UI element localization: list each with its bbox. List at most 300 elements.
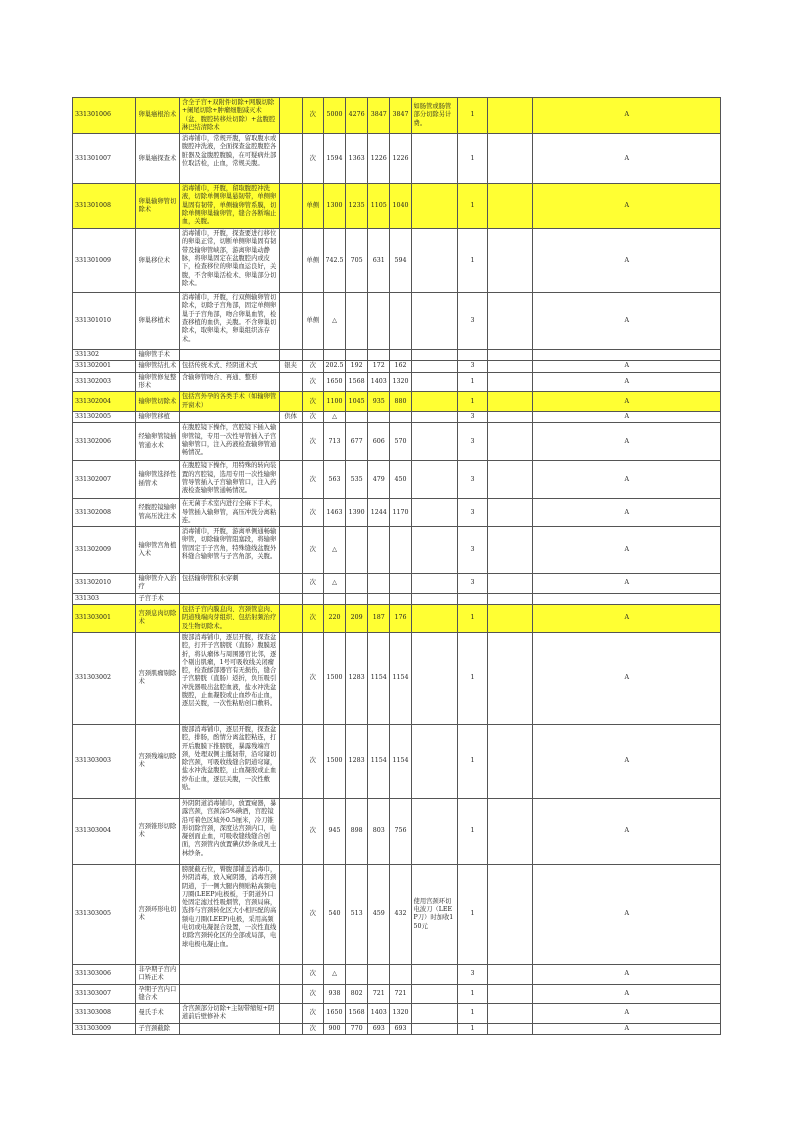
cell-desc: 膀胱截石位，臀腹部铺盖消毒巾，外阴消毒，放入窥阴器，消毒宫颈阴道，于一侧大腿内侧贴粘高频电刀圈(LEEP)电极板，于阴道外口处固定滤过性吸烟管，宫颈局麻，选择与宫颈转化区大小相匹配的高频电刀圈(LEEP)电极，采用高频电切或电凝混合设置，一次性直线切除宫颈转化区的全部或局部，电球电极电凝止血。 xyxy=(179,864,279,964)
cell-note xyxy=(411,605,457,633)
cell-name: 孕期子宫内口缝合术 xyxy=(136,984,179,1004)
cell-note xyxy=(411,964,457,984)
cell-desc: 包括输卵管积水穿刺 xyxy=(179,574,279,594)
cell-note xyxy=(411,499,457,527)
table-row xyxy=(73,605,721,633)
cell-price-3 xyxy=(368,964,390,984)
cell-unit: 次 xyxy=(302,372,323,392)
cell-category: A xyxy=(533,134,721,184)
cell-category: A xyxy=(533,632,721,724)
cell-price-4: 1320 xyxy=(390,1004,411,1024)
cell-limit xyxy=(488,461,533,499)
cell-price-2: 1283 xyxy=(346,724,368,798)
cell-name: 曼氏手术 xyxy=(136,1004,179,1024)
cell-exclusion xyxy=(279,98,302,134)
cell-exclusion xyxy=(279,1004,302,1024)
table-row xyxy=(73,392,721,412)
cell-class: 1 xyxy=(457,98,487,134)
cell-price-1: 5000 xyxy=(323,98,345,134)
cell-name: 输卵管选择性插管术 xyxy=(136,461,179,499)
cell-limit xyxy=(488,184,533,229)
cell-category: A xyxy=(533,1023,721,1034)
cell-price-4: 432 xyxy=(390,864,411,964)
table-row xyxy=(73,499,721,527)
cell-limit xyxy=(488,724,533,798)
cell-note xyxy=(411,229,457,293)
cell-price-2: 535 xyxy=(346,461,368,499)
cell-price-2: 770 xyxy=(346,1023,368,1034)
cell-limit xyxy=(488,798,533,864)
cell-class: 1 xyxy=(457,605,487,633)
cell-price-1 xyxy=(323,593,345,604)
cell-class xyxy=(457,593,487,604)
table-row xyxy=(73,724,721,798)
cell-price-2: 1568 xyxy=(346,372,368,392)
cell-unit: 次 xyxy=(302,411,323,422)
cell-price-3: 1154 xyxy=(368,724,390,798)
table-row xyxy=(73,229,721,293)
cell-unit: 单侧 xyxy=(302,229,323,293)
cell-limit xyxy=(488,423,533,461)
cell-limit xyxy=(488,1023,533,1034)
table-row xyxy=(73,372,721,392)
cell-price-2: 1390 xyxy=(346,499,368,527)
cell-code: 331303008 xyxy=(73,1004,136,1024)
cell-price-4: 1320 xyxy=(390,372,411,392)
cell-code: 331301006 xyxy=(73,98,136,134)
cell-class: 1 xyxy=(457,372,487,392)
cell-desc: 消毒铺巾，开腹，留取腹腔冲洗液，切除单侧卵巢悬韧带，单侧卵巢固有韧带，单侧输卵管系膜，切除单侧卵巢输卵管，缝合各断端止血，关腹。 xyxy=(179,184,279,229)
cell-unit: 次 xyxy=(302,632,323,724)
cell-price-1: 945 xyxy=(323,798,345,864)
cell-unit: 次 xyxy=(302,499,323,527)
cell-price-4 xyxy=(390,527,411,574)
cell-limit xyxy=(488,864,533,964)
cell-price-4: 1170 xyxy=(390,499,411,527)
table-row xyxy=(73,293,721,350)
cell-price-2: 209 xyxy=(346,605,368,633)
cell-price-4 xyxy=(390,350,411,361)
cell-price-2: 677 xyxy=(346,423,368,461)
cell-note xyxy=(411,461,457,499)
cell-desc: 消毒铺巾，开腹，探查要进行移位的卵巢正常，切断单侧卵巢固有韧带及输卵管峡部，游离卵巢动静脉，将卵巢固定在盆腹腔内或皮下，检查移位的卵巢血运良好，关腹，不含卵巢活检术、卵巢部分切除术。 xyxy=(179,229,279,293)
cell-limit xyxy=(488,605,533,633)
cell-exclusion xyxy=(279,632,302,724)
cell-exclusion xyxy=(279,724,302,798)
cell-unit xyxy=(302,593,323,604)
cell-note xyxy=(411,724,457,798)
cell-price-3 xyxy=(368,574,390,594)
cell-limit xyxy=(488,350,533,361)
cell-code: 331302008 xyxy=(73,499,136,527)
cell-price-4: 721 xyxy=(390,984,411,1004)
cell-code: 331303003 xyxy=(73,724,136,798)
cell-price-1: 713 xyxy=(323,423,345,461)
cell-price-4 xyxy=(390,411,411,422)
cell-price-2: 513 xyxy=(346,864,368,964)
cell-price-1: 900 xyxy=(323,1023,345,1034)
cell-note xyxy=(411,1023,457,1034)
cell-class: 1 xyxy=(457,864,487,964)
cell-desc xyxy=(179,350,279,361)
cell-class xyxy=(457,350,487,361)
cell-price-3: 1105 xyxy=(368,184,390,229)
cell-category: A xyxy=(533,98,721,134)
cell-price-1: 1650 xyxy=(323,1004,345,1024)
cell-class: 1 xyxy=(457,632,487,724)
cell-code: 331303001 xyxy=(73,605,136,633)
cell-note xyxy=(411,184,457,229)
cell-unit: 次 xyxy=(302,392,323,412)
cell-price-2 xyxy=(346,574,368,594)
cell-exclusion xyxy=(279,984,302,1004)
cell-category: A xyxy=(533,461,721,499)
cell-price-3: 172 xyxy=(368,361,390,372)
cell-class: 3 xyxy=(457,574,487,594)
cell-category: A xyxy=(533,499,721,527)
cell-price-3: 3847 xyxy=(368,98,390,134)
cell-unit: 次 xyxy=(302,798,323,864)
cell-price-2: 1235 xyxy=(346,184,368,229)
cell-price-4: 176 xyxy=(390,605,411,633)
cell-limit xyxy=(488,499,533,527)
cell-price-3: 721 xyxy=(368,984,390,1004)
cell-class: 3 xyxy=(457,461,487,499)
cell-unit: 次 xyxy=(302,461,323,499)
cell-name: 宫颈息肉切除术 xyxy=(136,605,179,633)
cell-class: 3 xyxy=(457,293,487,350)
cell-price-2: 4276 xyxy=(346,98,368,134)
cell-price-4 xyxy=(390,293,411,350)
cell-category: A xyxy=(533,984,721,1004)
cell-limit xyxy=(488,372,533,392)
cell-note xyxy=(411,361,457,372)
cell-exclusion xyxy=(279,229,302,293)
cell-price-3: 1226 xyxy=(368,134,390,184)
cell-unit: 次 xyxy=(302,964,323,984)
cell-code: 331301009 xyxy=(73,229,136,293)
cell-code: 331302006 xyxy=(73,423,136,461)
cell-limit xyxy=(488,392,533,412)
cell-name: 子宫颈截除 xyxy=(136,1023,179,1034)
cell-class: 1 xyxy=(457,1023,487,1034)
cell-name: 子宫手术 xyxy=(136,593,179,604)
cell-note xyxy=(411,372,457,392)
cell-price-1: △ xyxy=(323,527,345,574)
cell-price-2 xyxy=(346,527,368,574)
cell-price-1 xyxy=(323,350,345,361)
cell-price-4: 594 xyxy=(390,229,411,293)
cell-price-1: 220 xyxy=(323,605,345,633)
cell-price-3: 187 xyxy=(368,605,390,633)
table-row xyxy=(73,423,721,461)
cell-price-1: 1594 xyxy=(323,134,345,184)
cell-unit: 次 xyxy=(302,98,323,134)
cell-exclusion xyxy=(279,461,302,499)
cell-unit: 次 xyxy=(302,361,323,372)
cell-price-2 xyxy=(346,593,368,604)
table-row xyxy=(73,798,721,864)
cell-price-4: 1154 xyxy=(390,724,411,798)
cell-desc: 在腹腔镜下操作，用特殊的转向装置的宫腔镜，选用专用一次性输卵管导管插入子宫输卵管口，注入药液检查输卵管通畅情况。 xyxy=(179,461,279,499)
cell-price-1: 563 xyxy=(323,461,345,499)
cell-name: 宫颈环形电切术 xyxy=(136,864,179,964)
cell-code: 331301007 xyxy=(73,134,136,184)
cell-name: 卵巢输卵管切除术 xyxy=(136,184,179,229)
cell-code: 331302009 xyxy=(73,527,136,574)
cell-note xyxy=(411,527,457,574)
cell-price-2: 1045 xyxy=(346,392,368,412)
table-row xyxy=(73,1023,721,1034)
cell-limit xyxy=(488,632,533,724)
table-row xyxy=(73,184,721,229)
cell-class: 1 xyxy=(457,392,487,412)
cell-class: 1 xyxy=(457,798,487,864)
table-row xyxy=(73,632,721,724)
cell-category: A xyxy=(533,392,721,412)
cell-name: 宫颈残端切除术 xyxy=(136,724,179,798)
cell-name: 非孕期子宫内口矫正术 xyxy=(136,964,179,984)
cell-price-1: 1100 xyxy=(323,392,345,412)
cell-note xyxy=(411,593,457,604)
cell-desc: 在腹腔镜下操作，宫腔镜下插入输卵管镜，专用一次性导管插入子宫输卵管口，注入药液检查输卵管通畅情况。 xyxy=(179,423,279,461)
cell-category: A xyxy=(533,293,721,350)
cell-price-3: 1154 xyxy=(368,632,390,724)
table-row xyxy=(73,361,721,372)
table-row xyxy=(73,964,721,984)
cell-unit: 次 xyxy=(302,134,323,184)
cell-note xyxy=(411,293,457,350)
cell-exclusion xyxy=(279,293,302,350)
cell-code: 331302007 xyxy=(73,461,136,499)
cell-code: 331302001 xyxy=(73,361,136,372)
cell-exclusion: 银夹 xyxy=(279,361,302,372)
cell-name: 卵巢移植术 xyxy=(136,293,179,350)
cell-exclusion: 供体 xyxy=(279,411,302,422)
cell-code: 331303005 xyxy=(73,864,136,964)
cell-unit: 次 xyxy=(302,1023,323,1034)
cell-code: 331301008 xyxy=(73,184,136,229)
cell-desc xyxy=(179,593,279,604)
cell-price-3: 1403 xyxy=(368,1004,390,1024)
cell-note xyxy=(411,798,457,864)
cell-limit xyxy=(488,574,533,594)
table-row xyxy=(73,461,721,499)
cell-price-3: 1244 xyxy=(368,499,390,527)
cell-code: 331303004 xyxy=(73,798,136,864)
cell-class: 1 xyxy=(457,724,487,798)
cell-limit xyxy=(488,593,533,604)
cell-price-3: 479 xyxy=(368,461,390,499)
cell-price-2: 898 xyxy=(346,798,368,864)
cell-class: 3 xyxy=(457,361,487,372)
cell-category: A xyxy=(533,798,721,864)
cell-name: 输卵管移植 xyxy=(136,411,179,422)
table-body xyxy=(73,98,721,1035)
cell-limit xyxy=(488,134,533,184)
cell-desc: 包括传统术式、经阴道术式 xyxy=(179,361,279,372)
cell-unit: 次 xyxy=(302,423,323,461)
cell-class: 1 xyxy=(457,184,487,229)
cell-price-4 xyxy=(390,574,411,594)
cell-desc: 在无菌手术室内进行全麻下手术，导管插入输卵管，高压冲洗分离粘连。 xyxy=(179,499,279,527)
cell-price-3 xyxy=(368,350,390,361)
cell-name: 卵巢癌探查术 xyxy=(136,134,179,184)
cell-code: 331302003 xyxy=(73,372,136,392)
cell-note xyxy=(411,392,457,412)
cell-name: 输卵管宫角植入术 xyxy=(136,527,179,574)
cell-price-2 xyxy=(346,350,368,361)
cell-desc: 消毒铺巾，开腹，行双侧输卵管切除术，切除子宫角部，固定单侧卵巢于子宫角部，吻合卵巢血管，检查移植的血供，关腹。不含卵巢切除术，取卵巢术，卵巢组织冻存术。 xyxy=(179,293,279,350)
table-row xyxy=(73,350,721,361)
table-row xyxy=(73,1004,721,1024)
cell-limit xyxy=(488,984,533,1004)
cell-price-2: 1283 xyxy=(346,632,368,724)
cell-price-1: 1463 xyxy=(323,499,345,527)
cell-class: 3 xyxy=(457,527,487,574)
cell-desc: 消毒铺巾，常规开腹，留取腹水或腹腔冲洗液，全面探查盆腔腹腔各脏器及盆腹腔腹膜，在可疑病灶部位取活检，止血，常规关腹。 xyxy=(179,134,279,184)
cell-price-3: 935 xyxy=(368,392,390,412)
cell-price-1: 1650 xyxy=(323,372,345,392)
cell-exclusion xyxy=(279,798,302,864)
table-row xyxy=(73,984,721,1004)
cell-exclusion xyxy=(279,372,302,392)
cell-price-4: 1154 xyxy=(390,632,411,724)
cell-category: A xyxy=(533,605,721,633)
cell-price-4: 450 xyxy=(390,461,411,499)
cell-price-3: 459 xyxy=(368,864,390,964)
cell-note xyxy=(411,134,457,184)
fee-table xyxy=(72,97,721,1035)
cell-exclusion xyxy=(279,134,302,184)
cell-note xyxy=(411,423,457,461)
cell-unit xyxy=(302,350,323,361)
table-row xyxy=(73,527,721,574)
cell-exclusion xyxy=(279,593,302,604)
cell-price-4 xyxy=(390,964,411,984)
cell-price-2: 192 xyxy=(346,361,368,372)
cell-desc: 消毒铺巾，开腹，游离单侧通畅输卵管，切除输卵管阻塞段，将输卵管固定于子宫角，特殊缝线盆腹外科缝合输卵管与子宫角部，关腹。 xyxy=(179,527,279,574)
table-row xyxy=(73,864,721,964)
cell-desc xyxy=(179,964,279,984)
cell-note: 使用宫颈环切电波刀（LEEP刀）时加收150元 xyxy=(411,864,457,964)
table-row xyxy=(73,98,721,134)
cell-name: 宫颈锥形切除术 xyxy=(136,798,179,864)
cell-price-1: △ xyxy=(323,293,345,350)
cell-desc: 含宫颈部分切除+主韧带缩短+阴道前后壁修补术 xyxy=(179,1004,279,1024)
cell-exclusion xyxy=(279,184,302,229)
cell-limit xyxy=(488,361,533,372)
cell-class: 1 xyxy=(457,1004,487,1024)
cell-price-2 xyxy=(346,964,368,984)
cell-exclusion xyxy=(279,392,302,412)
cell-code: 331303002 xyxy=(73,632,136,724)
cell-unit: 次 xyxy=(302,605,323,633)
cell-exclusion xyxy=(279,574,302,594)
cell-price-3: 606 xyxy=(368,423,390,461)
cell-class: 3 xyxy=(457,411,487,422)
cell-price-1: 1500 xyxy=(323,632,345,724)
cell-price-1: △ xyxy=(323,574,345,594)
cell-category xyxy=(533,593,721,604)
table-row xyxy=(73,134,721,184)
cell-category: A xyxy=(533,372,721,392)
cell-price-1: △ xyxy=(323,411,345,422)
cell-exclusion xyxy=(279,499,302,527)
cell-class: 1 xyxy=(457,984,487,1004)
cell-name: 输卵管结扎术 xyxy=(136,361,179,372)
table-row xyxy=(73,574,721,594)
cell-class: 3 xyxy=(457,964,487,984)
cell-price-1: 540 xyxy=(323,864,345,964)
cell-code: 331301010 xyxy=(73,293,136,350)
cell-class: 3 xyxy=(457,499,487,527)
cell-price-4: 570 xyxy=(390,423,411,461)
cell-unit: 次 xyxy=(302,984,323,1004)
cell-category: A xyxy=(533,1004,721,1024)
cell-limit xyxy=(488,964,533,984)
cell-unit: 次 xyxy=(302,527,323,574)
cell-category xyxy=(533,350,721,361)
cell-price-3 xyxy=(368,293,390,350)
cell-name: 宫颈肌瘤剔除术 xyxy=(136,632,179,724)
cell-price-1: 202.5 xyxy=(323,361,345,372)
cell-price-3 xyxy=(368,527,390,574)
cell-category: A xyxy=(533,527,721,574)
cell-note xyxy=(411,1004,457,1024)
cell-name: 输卵管修复整形术 xyxy=(136,372,179,392)
cell-price-3: 1403 xyxy=(368,372,390,392)
cell-exclusion xyxy=(279,527,302,574)
cell-price-4: 693 xyxy=(390,1023,411,1034)
cell-unit: 次 xyxy=(302,724,323,798)
cell-price-2: 1363 xyxy=(346,134,368,184)
cell-desc: 含全子宫+双附件切除+网膜切除+阑尾切除+肿瘤细胞减灭术（盆、腹腔转移灶切除）+盆腹腔淋巴结清除术 xyxy=(179,98,279,134)
cell-class: 3 xyxy=(457,423,487,461)
cell-exclusion xyxy=(279,864,302,964)
cell-exclusion xyxy=(279,964,302,984)
cell-category: A xyxy=(533,361,721,372)
cell-exclusion xyxy=(279,423,302,461)
cell-price-2: 802 xyxy=(346,984,368,1004)
cell-limit xyxy=(488,527,533,574)
cell-unit: 次 xyxy=(302,1004,323,1024)
cell-category: A xyxy=(533,229,721,293)
cell-name: 经腹腔镜输卵管高压洗注术 xyxy=(136,499,179,527)
cell-code: 331303009 xyxy=(73,1023,136,1034)
cell-class: 1 xyxy=(457,134,487,184)
cell-unit: 次 xyxy=(302,574,323,594)
cell-desc xyxy=(179,411,279,422)
cell-price-4: 162 xyxy=(390,361,411,372)
cell-limit xyxy=(488,293,533,350)
cell-note xyxy=(411,411,457,422)
table-row xyxy=(73,411,721,422)
cell-desc: 包括宫外孕的各类手术（如输卵管开窗术） xyxy=(179,392,279,412)
cell-limit xyxy=(488,98,533,134)
cell-category: A xyxy=(533,964,721,984)
cell-note xyxy=(411,350,457,361)
cell-code: 331302004 xyxy=(73,392,136,412)
cell-code: 331302010 xyxy=(73,574,136,594)
cell-price-3 xyxy=(368,411,390,422)
cell-price-1: 938 xyxy=(323,984,345,1004)
cell-desc: 腹部消毒铺巾，逐层开腹，探查盆腔，打开子宫膀胱（直肠）腹膜返折，将认瘤体与周围器官比邻，逐个剔出肌瘤，1号可吸收线关闭瘤腔，检查邮部器官有无损伤，缝合子宫膀胱（直肠）返折，负压吸引冲洗器吸出盆腔血液，盐水冲洗盆腹腔，止血凝胶或止血纱布止血，逐层关腹，一次性粘贴创口敷料。 xyxy=(179,632,279,724)
cell-note xyxy=(411,984,457,1004)
cell-price-4: 1226 xyxy=(390,134,411,184)
cell-code: 331303 xyxy=(73,593,136,604)
cell-price-3: 803 xyxy=(368,798,390,864)
